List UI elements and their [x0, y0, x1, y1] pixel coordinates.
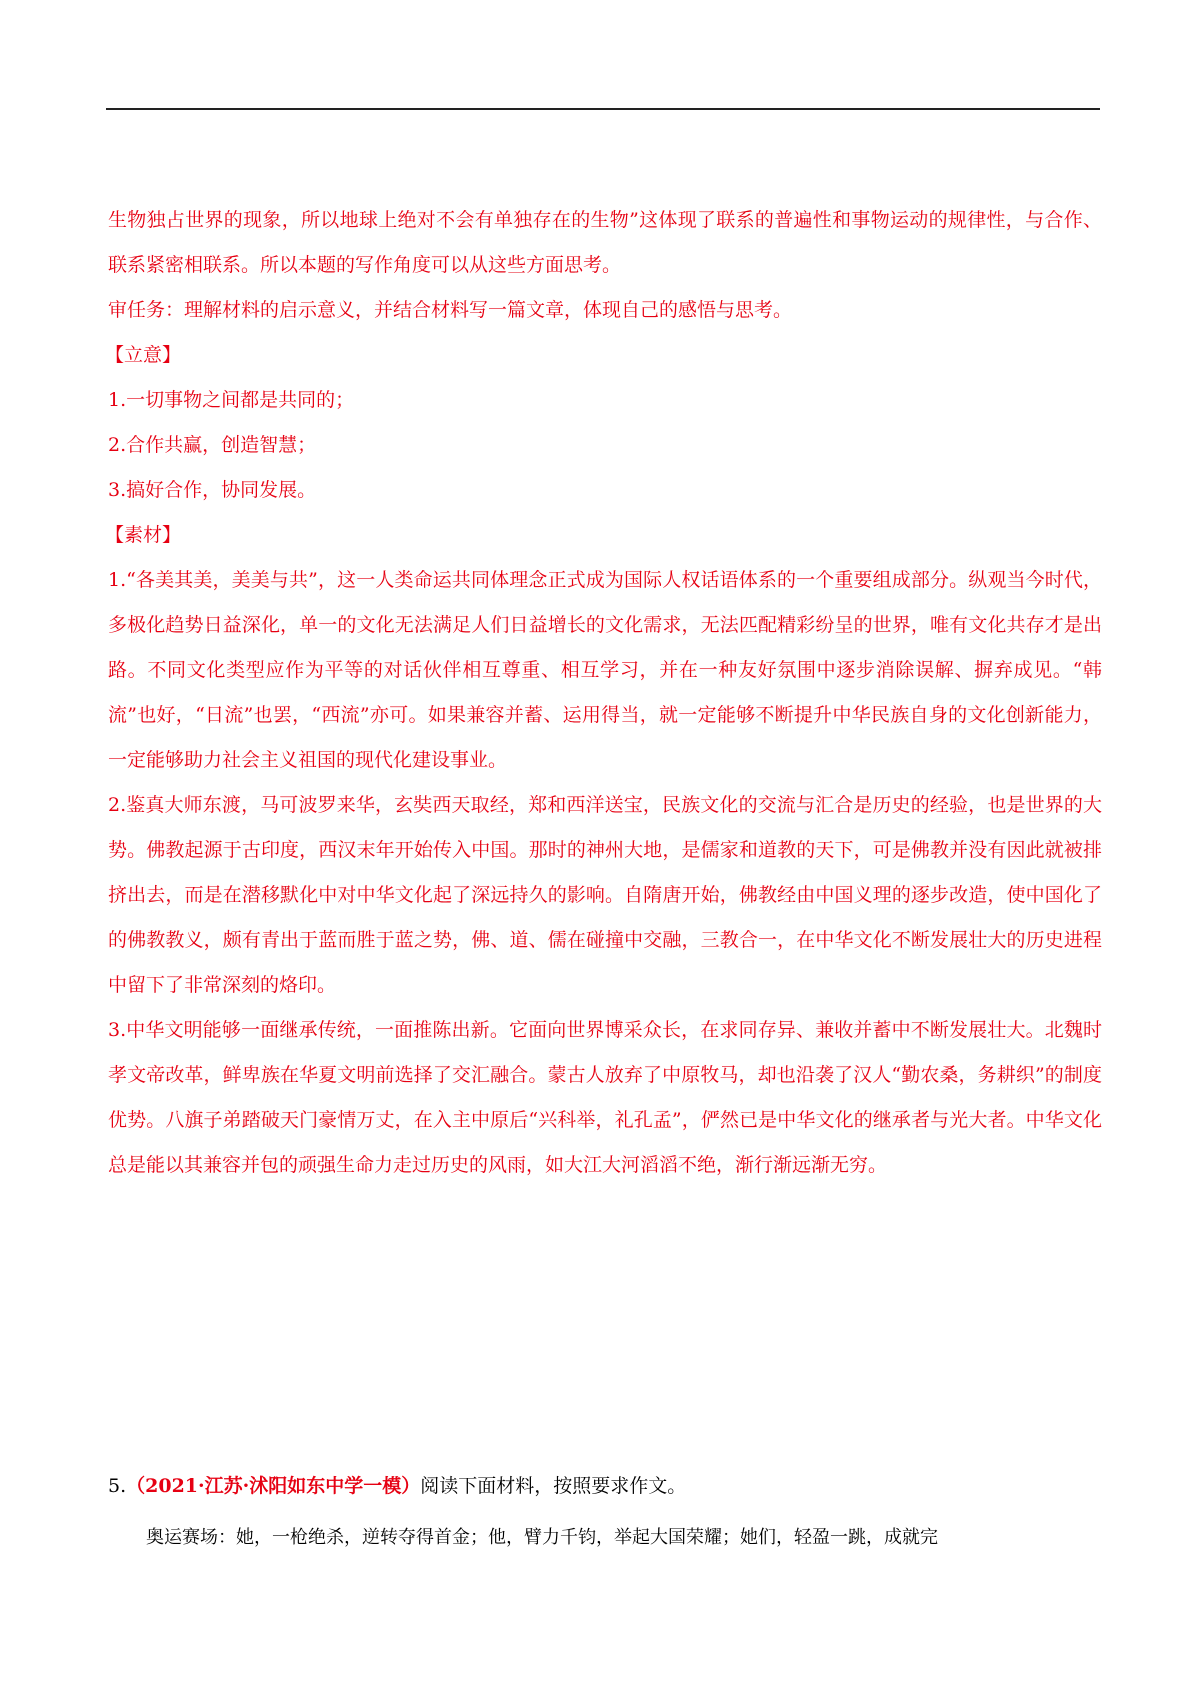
liyi-item-2: 2.合作共赢，创造智慧； [108, 434, 317, 456]
analysis-paragraph-1: 生物独占世界的现象，所以地球上绝对不会有单独存在的生物”这体现了联系的普遍性和事物运动的规律性，与合作、联系紧密相联系。所以本题的写作角度可以从这些方面思考。 [108, 209, 1102, 276]
analysis-paragraph-task: 审任务：理解材料的启示意义，并结合材料写一篇文章，体现自己的感悟与思考。 [108, 299, 793, 321]
header-rule [106, 108, 1100, 110]
sucai-item-1: 1.“各美其美，美美与共”，这一人类命运共同体理念正式成为国际人权话语体系的一个重要组成部分。纵观当今时代，多极化趋势日益深化，单一的文化无法满足人们日益增长的文化需求，无法匹配精彩纷呈的世界，唯有文化共存才是出路。不同文化类型应作为平等的对话伙伴相互尊重、相互学习，并在一种友好氛围中逐步消除误解、摒弃成见。“韩流”也好，“日流”也罢，“西流”亦可。如果兼容并蓄、运用得当，就一定能够不断提升中华民族自身的文化创新能力，一定能够助力社会主义祖国的现代化建设事业。 [108, 569, 1102, 771]
liyi-heading: 【立意】 [105, 344, 182, 366]
sucai-item-2: 2.鉴真大师东渡，马可波罗来华，玄奘西天取经，郑和西洋送宝，民族文化的交流与汇合是历史的经验，也是世界的大势。佛教起源于古印度，西汉末年开始传入中国。那时的神州大地，是儒家和道教的天下，可是佛教并没有因此就被排挤出去，而是在潜移默化中对中华文化起了深远持久的影响。自隋唐开始，佛教经由中国义理的逐步改造，使中国化了的佛教教义，颇有青出于蓝而胜于蓝之势，佛、道、儒在碰撞中交融，三教合一，在中华文化不断发展壮大的历史进程中留下了非常深刻的烙印。 [108, 794, 1102, 996]
question-material: 奥运赛场：她，一枪绝杀，逆转夺得首金；他，臂力千钧，举起大国荣耀；她们，轻盈一跳，成就完 [146, 1527, 938, 1548]
sucai-item-3: 3.中华文明能够一面继承传统，一面推陈出新。它面向世界博采众长，在求同存异、兼收并蓄中不断发展壮大。北魏时孝文帝改革，鲜卑族在华夏文明前选择了交汇融合。蒙古人放弃了中原牧马，却也沿袭了汉人“勤农桑，务耕织”的制度优势。八旗子弟踏破天门豪情万丈，在入主中原后“兴科举，礼孔孟”，俨然已是中华文化的继承者与光大者。中华文化总是能以其兼容并包的顽强生命力走过历史的风雨，如大江大河滔滔不绝，渐行渐远渐无穷。 [108, 1019, 1102, 1176]
question-5 [108, 1464, 1102, 1509]
question-source: （2021·江苏·沭阳如东中学一模） [126, 1475, 421, 1497]
liyi-item-3: 3.搞好合作，协同发展。 [108, 479, 317, 501]
question-instruction: 阅读下面材料，按照要求作文。 [420, 1475, 687, 1497]
liyi-item-1: 1.一切事物之间都是共同的； [108, 389, 355, 411]
answer-analysis [105, 198, 1102, 1188]
sucai-heading: 【素材】 [105, 524, 182, 546]
question-number: 5. [108, 1475, 127, 1497]
